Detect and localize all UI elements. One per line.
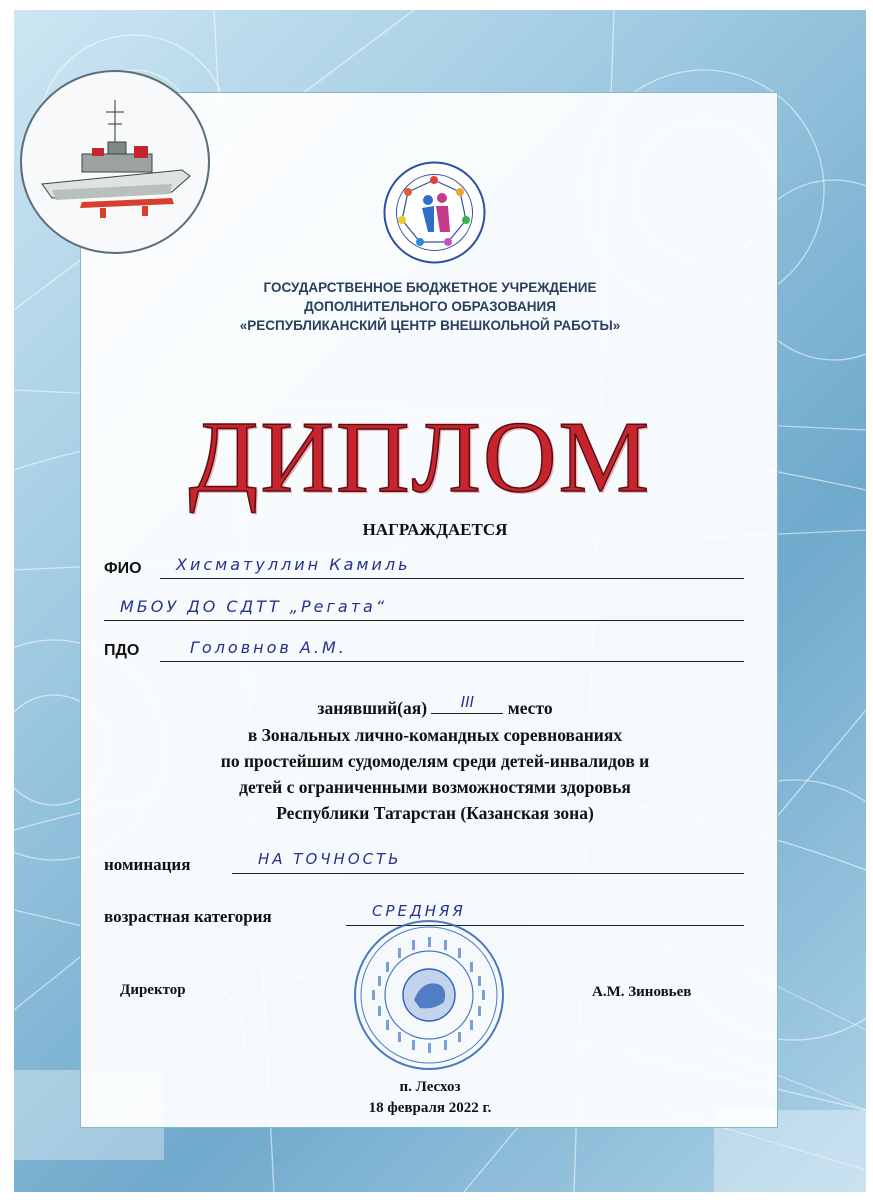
fio-label: ФИО xyxy=(104,560,142,577)
diploma-title: ДИПЛОМ xyxy=(188,401,652,514)
nomination-underline xyxy=(232,873,744,874)
official-seal xyxy=(352,918,506,1072)
fio-value: Хисматуллин Камиль xyxy=(176,555,411,574)
school-underline xyxy=(104,620,744,621)
ship-icon xyxy=(22,72,208,252)
pdo-label: ПДО xyxy=(104,642,140,659)
director-label: Директор xyxy=(120,982,186,998)
school-value: МБОУ ДО СДТТ „Регата“ xyxy=(120,597,388,616)
director-name: А.М. Зиновьев xyxy=(592,984,692,1000)
awarded-label: НАГРАЖДАЕТСЯ xyxy=(362,520,508,539)
organization-name xyxy=(160,278,700,335)
project-emblem-icon xyxy=(382,160,487,265)
competition-line-3: детей с ограниченными возможностями здоровья xyxy=(239,777,631,797)
emblem-graphic xyxy=(382,160,487,265)
competition-line-2: по простейшим судомоделям среди детей-инвалидов и xyxy=(220,751,650,771)
nomination-label: номинация xyxy=(104,855,191,874)
organization-line-1: ГОСУДАРСТВЕННОЕ БЮДЖЕТНОЕ УЧРЕЖДЕНИЕ xyxy=(263,280,597,295)
organization-line-3: «РЕСПУБЛИКАНСКИЙ ЦЕНТР ВНЕШКОЛЬНОЙ РАБОТЫ» xyxy=(239,318,621,333)
place-and-date xyxy=(300,1077,560,1119)
age-category-label: возрастная категория xyxy=(104,907,272,926)
place-suffix: место xyxy=(507,698,553,718)
place-line xyxy=(100,695,770,721)
competition-line-1: в Зональных лично-командных соревнованиях xyxy=(247,725,623,745)
fio-underline xyxy=(160,578,744,579)
place-underline xyxy=(431,695,503,714)
pdo-underline xyxy=(160,661,744,662)
age-category-value: СРЕДНЯЯ xyxy=(372,902,466,920)
pdo-value: Головнов А.М. xyxy=(190,638,347,657)
organization-line-2: ДОПОЛНИТЕЛЬНОГО ОБРАЗОВАНИЯ xyxy=(304,299,556,314)
place-prefix: занявший(ая) xyxy=(317,698,428,718)
seal-graphic xyxy=(352,918,506,1072)
ship-model-picture xyxy=(20,70,210,254)
competition-line-4: Республики Татарстан (Казанская зона) xyxy=(276,803,594,823)
competition-description xyxy=(100,722,770,826)
place-value: III xyxy=(460,693,475,711)
issue-date: 18 февраля 2022 г. xyxy=(368,1100,492,1116)
nomination-value: НА ТОЧНОСТЬ xyxy=(258,850,402,868)
place-name: п. Лесхоз xyxy=(399,1079,461,1095)
